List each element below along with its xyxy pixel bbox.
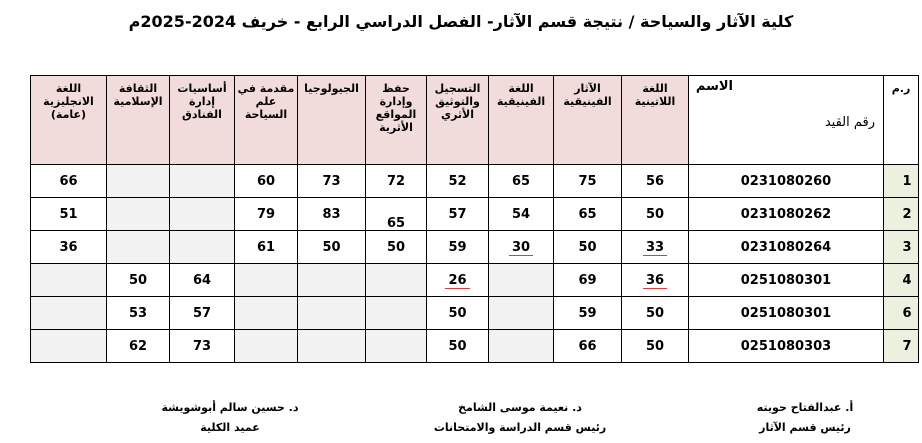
- signatory-role: رئيس قسم الآثار: [759, 421, 851, 434]
- grade-cell: 65: [489, 165, 554, 198]
- grade-cell: [622, 264, 689, 297]
- grade-cell: 50: [107, 264, 170, 297]
- grade-cell: [31, 330, 107, 363]
- grade-cell: 50: [366, 231, 427, 264]
- grade-cell: 61: [235, 231, 298, 264]
- grade-cell: 59: [554, 297, 622, 330]
- subject-header: التسجيل والتوثيق الأثري: [427, 76, 489, 165]
- grade-cell: [31, 297, 107, 330]
- grade-cell: 75: [554, 165, 622, 198]
- grade-cell: 72: [366, 165, 427, 198]
- grade-cell: [235, 297, 298, 330]
- grade-cell: [170, 198, 235, 231]
- grade-cell: 83: [298, 198, 366, 231]
- grade-cell: [489, 330, 554, 363]
- grade-cell: [298, 330, 366, 363]
- subject-header: اللغة اللاتينية: [622, 76, 689, 165]
- grade-cell: [366, 297, 427, 330]
- student-id: 0231080260: [689, 165, 884, 198]
- failing-grade: 30: [509, 240, 533, 256]
- subject-header: حفظ وإدارة المواقع الأثرية: [366, 76, 427, 165]
- grade-cell: [427, 264, 489, 297]
- student-id: 0251080301: [689, 264, 884, 297]
- table-row: [31, 165, 919, 198]
- grade-cell: 73: [170, 330, 235, 363]
- subject-header: أساسيات إدارة الفنادق: [170, 76, 235, 165]
- signature-exams-head: [410, 398, 630, 438]
- grade-cell: 57: [170, 297, 235, 330]
- signatory-name: د. حسين سالم أبوشويشة: [161, 401, 299, 414]
- grade-cell: [489, 231, 554, 264]
- id-header: رقم القيد: [824, 115, 875, 130]
- grade-cell: 54: [489, 198, 554, 231]
- grade-cell: [107, 231, 170, 264]
- signatory-name: د. نعيمة موسى الشامخ: [458, 401, 582, 414]
- name-header: الاسم: [695, 79, 733, 94]
- grade-cell: [31, 264, 107, 297]
- grade-cell: 62: [107, 330, 170, 363]
- grade-cell: 57: [427, 198, 489, 231]
- row-number: 6: [884, 297, 919, 330]
- student-id: 0231080262: [689, 198, 884, 231]
- grade-cell: 69: [554, 264, 622, 297]
- grade-cell: 50: [427, 297, 489, 330]
- grade-cell: [107, 165, 170, 198]
- grade-cell: 36: [31, 231, 107, 264]
- grade-cell: [366, 330, 427, 363]
- grade-cell: [622, 231, 689, 264]
- subject-header: الجيولوجيا: [298, 76, 366, 165]
- grade-cell: 50: [298, 231, 366, 264]
- table-row: [31, 330, 919, 363]
- failing-grade: 26: [445, 273, 469, 289]
- row-number: 3: [884, 231, 919, 264]
- grade-cell: 56: [622, 165, 689, 198]
- grade-cell: 53: [107, 297, 170, 330]
- student-id: 0231080264: [689, 231, 884, 264]
- row-number: 4: [884, 264, 919, 297]
- subject-header: اللغة الفينيقية: [489, 76, 554, 165]
- grade-cell: 64: [170, 264, 235, 297]
- row-number: 7: [884, 330, 919, 363]
- grade-cell: [489, 297, 554, 330]
- name-id-header: [689, 76, 884, 165]
- grade-cell: [170, 231, 235, 264]
- student-id: 0251080301: [689, 297, 884, 330]
- grade-cell: [366, 198, 427, 231]
- signature-department-head: [720, 398, 890, 438]
- grade-cell: 50: [554, 231, 622, 264]
- subject-header: اللغة الانجليزية (عامة): [31, 76, 107, 165]
- page-title: كلية الآثار والسياحة / نتيجة قسم الآثار- الفصل الدراسي الرابع - خريف 2024-2025م: [128, 12, 794, 31]
- subject-header: مقدمة في علم السياحة: [235, 76, 298, 165]
- student-id: 0251080303: [689, 330, 884, 363]
- signatory-name: أ. عبدالفتاح حويته: [756, 401, 854, 414]
- grade-cell: [366, 264, 427, 297]
- table-row: [31, 231, 919, 264]
- table-row: [31, 264, 919, 297]
- grade-cell: [489, 264, 554, 297]
- grade-cell: [235, 330, 298, 363]
- table-header-row: [31, 76, 919, 165]
- grade-cell: [298, 297, 366, 330]
- signature-dean: [140, 398, 320, 438]
- results-table: [30, 75, 919, 363]
- grade-cell: 50: [622, 330, 689, 363]
- grade-cell: 66: [554, 330, 622, 363]
- signatory-role: رئيس قسم الدراسة والامتحانات: [433, 421, 607, 434]
- subject-header: الآثار الفينيقية: [554, 76, 622, 165]
- signatory-role: عميد الكلية: [200, 421, 260, 434]
- grade-cell: [235, 264, 298, 297]
- grade-cell: 73: [298, 165, 366, 198]
- grade-cell: 65: [554, 198, 622, 231]
- grade-cell: [298, 264, 366, 297]
- grade-cell: 66: [31, 165, 107, 198]
- row-number: 1: [884, 165, 919, 198]
- rm-header: ر.م: [884, 76, 919, 165]
- grade-cell: 50: [427, 330, 489, 363]
- grade-cell: [107, 198, 170, 231]
- grade-cell: 51: [31, 198, 107, 231]
- table-row: [31, 198, 919, 231]
- subject-header: الثقافة الإسلامية: [107, 76, 170, 165]
- failing-grade: 33: [643, 240, 667, 256]
- grade-cell: [170, 165, 235, 198]
- row-number: 2: [884, 198, 919, 231]
- grade-cell: 60: [235, 165, 298, 198]
- grade-cell: 52: [427, 165, 489, 198]
- grade-cell: 50: [622, 297, 689, 330]
- grade-cell: 50: [622, 198, 689, 231]
- failing-grade: 36: [643, 273, 667, 289]
- table-row: [31, 297, 919, 330]
- grade-cell: 79: [235, 198, 298, 231]
- grade-value: 65: [386, 215, 406, 231]
- grade-cell: 59: [427, 231, 489, 264]
